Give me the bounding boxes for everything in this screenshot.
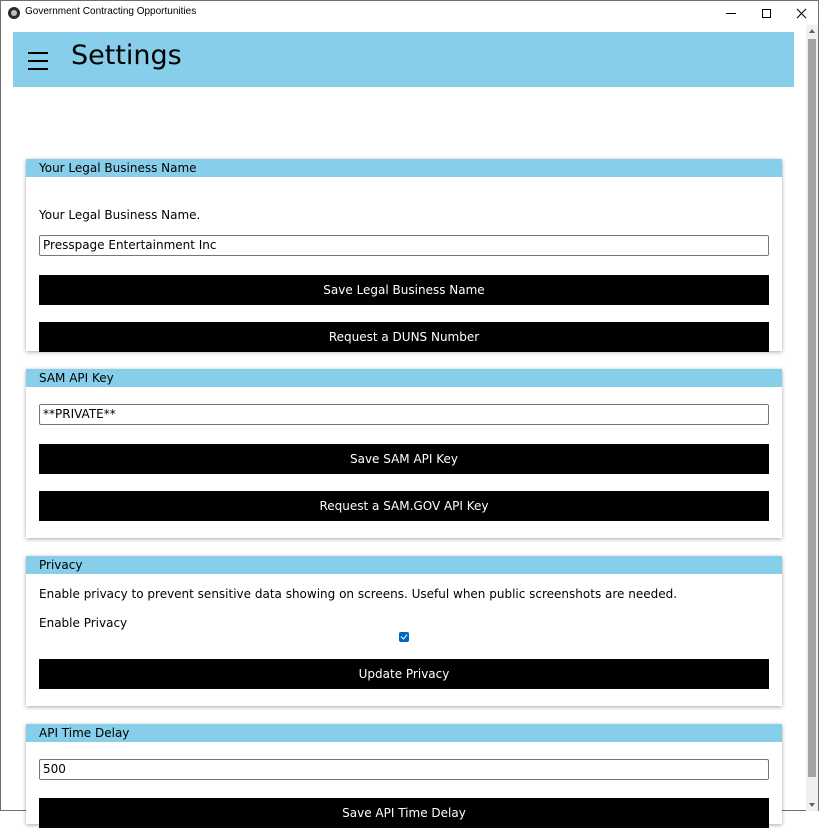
app-header: [13, 32, 794, 87]
business-name-card: [26, 159, 782, 351]
save-api-time-delay-button[interactable]: Save API Time Delay: [39, 798, 769, 828]
scrollbar-thumb[interactable]: [808, 39, 816, 777]
window-title: Government Contracting Opportunities: [25, 6, 197, 17]
api-time-delay-input[interactable]: 500: [39, 759, 769, 780]
sam-api-key-card-header: SAM API Key: [26, 369, 782, 387]
privacy-card: [26, 556, 782, 706]
business-name-input[interactable]: Presspage Entertainment Inc: [39, 235, 769, 256]
hamburger-menu-icon[interactable]: [28, 52, 48, 70]
api-time-delay-card-header: API Time Delay: [26, 724, 782, 742]
page-title: Settings: [71, 40, 182, 71]
close-icon: [796, 8, 807, 19]
save-sam-api-key-button[interactable]: Save SAM API Key: [39, 444, 769, 474]
save-business-name-button[interactable]: Save Legal Business Name: [39, 275, 769, 305]
update-privacy-button[interactable]: Update Privacy: [39, 659, 769, 689]
business-name-label: Your Legal Business Name.: [39, 208, 201, 222]
app-icon: [8, 7, 20, 19]
minimize-button[interactable]: [713, 1, 749, 25]
minimize-icon: [726, 13, 736, 14]
business-name-card-header: Your Legal Business Name: [26, 159, 782, 177]
vertical-scrollbar[interactable]: [806, 25, 818, 811]
scroll-up-arrow-icon[interactable]: [806, 25, 818, 37]
privacy-card-header: Privacy: [26, 556, 782, 574]
title-bar: [1, 1, 818, 25]
enable-privacy-checkbox[interactable]: [399, 632, 409, 642]
close-button[interactable]: [783, 1, 819, 25]
api-time-delay-card: [26, 724, 782, 824]
sam-api-key-card: [26, 369, 782, 538]
maximize-icon: [762, 9, 771, 18]
request-sam-api-key-button[interactable]: Request a SAM.GOV API Key: [39, 491, 769, 521]
maximize-button[interactable]: [748, 1, 784, 25]
scroll-down-arrow-icon[interactable]: [806, 799, 818, 811]
enable-privacy-label: Enable Privacy: [39, 616, 128, 630]
privacy-description: Enable privacy to prevent sensitive data showing on screens. Useful when public screenshots are needed.: [39, 587, 678, 601]
request-duns-button[interactable]: Request a DUNS Number: [39, 322, 769, 352]
sam-api-key-input[interactable]: **PRIVATE**: [39, 404, 769, 425]
